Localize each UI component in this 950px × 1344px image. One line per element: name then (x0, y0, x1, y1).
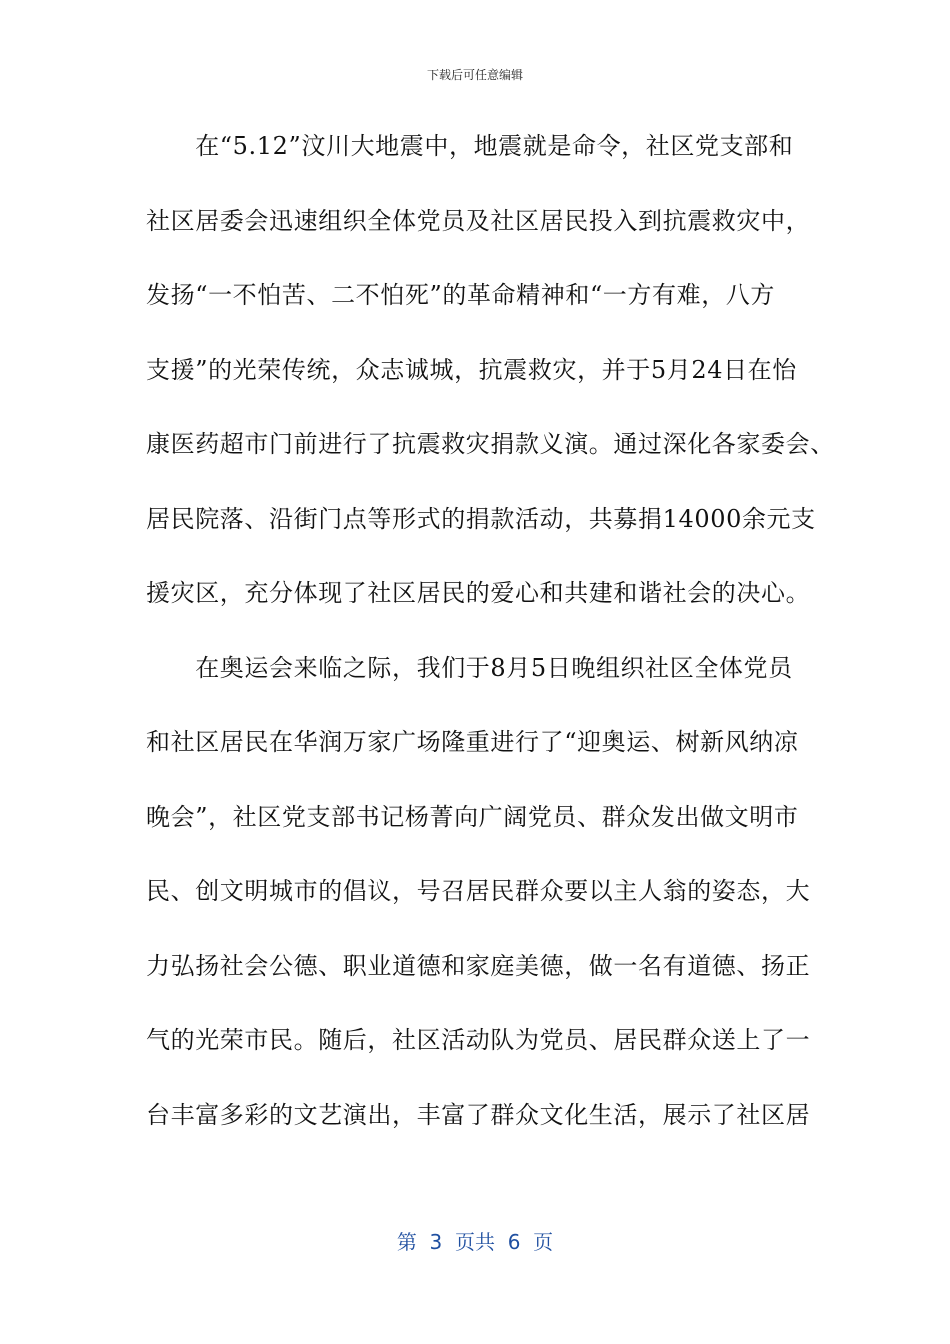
paragraph-line: 力弘扬社会公德、职业道德和家庭美德，做一名有道德、扬正 (146, 951, 811, 980)
paragraph-line: 民、创文明城市的倡议，号召居民群众要以主人翁的姿态，大 (146, 877, 811, 905)
paragraph-line: 发扬“一不怕苦、二不怕死”的革命精神和“一方有难，八方 (146, 281, 776, 309)
paragraph-line: 援灾区，充分体现了社区居民的爱心和共建和谐社会的决心。 (146, 579, 811, 607)
paragraph-line: 气的光荣市民。随后，社区活动队为党员、居民群众送上了一 (146, 1026, 811, 1054)
paragraph-line: 在奥运会来临之际，我们于8月5日晚组织社区全体党员 (146, 653, 793, 682)
page-number-footer: 第 3 页共 6 页 (396, 1230, 554, 1254)
paragraph-line: 支援”的光荣传统，众志诚城，抗震救灾，并于5月24日在怡 (146, 355, 797, 384)
paragraph-line: 和社区居民在华润万家广场隆重进行了“迎奥运、树新风纳凉 (146, 728, 799, 756)
document-body (146, 124, 835, 1167)
paragraph-line: 晚会”，社区党支部书记杨菁向广阔党员、群众发出做文明市 (146, 802, 799, 831)
paragraph-line: 台丰富多彩的文艺演出，丰富了群众文化生活，展示了社区居 (146, 1100, 811, 1129)
paragraph-line: 在“5.12”汶川大地震中，地震就是命令，社区党支部和 (146, 132, 794, 160)
paragraph-line: 居民院落、沿街门点等形式的捐款活动，共募捐14000余元支 (146, 504, 816, 533)
paragraph-line: 康医药超市门前进行了抗震救灾捐款义演。通过深化各家委会、 (146, 430, 835, 458)
paragraph-line: 社区居委会迅速组织全体党员及社区居民投入到抗震救灾中， (146, 206, 811, 235)
page-header: 下载后可任意编辑 (426, 68, 523, 82)
